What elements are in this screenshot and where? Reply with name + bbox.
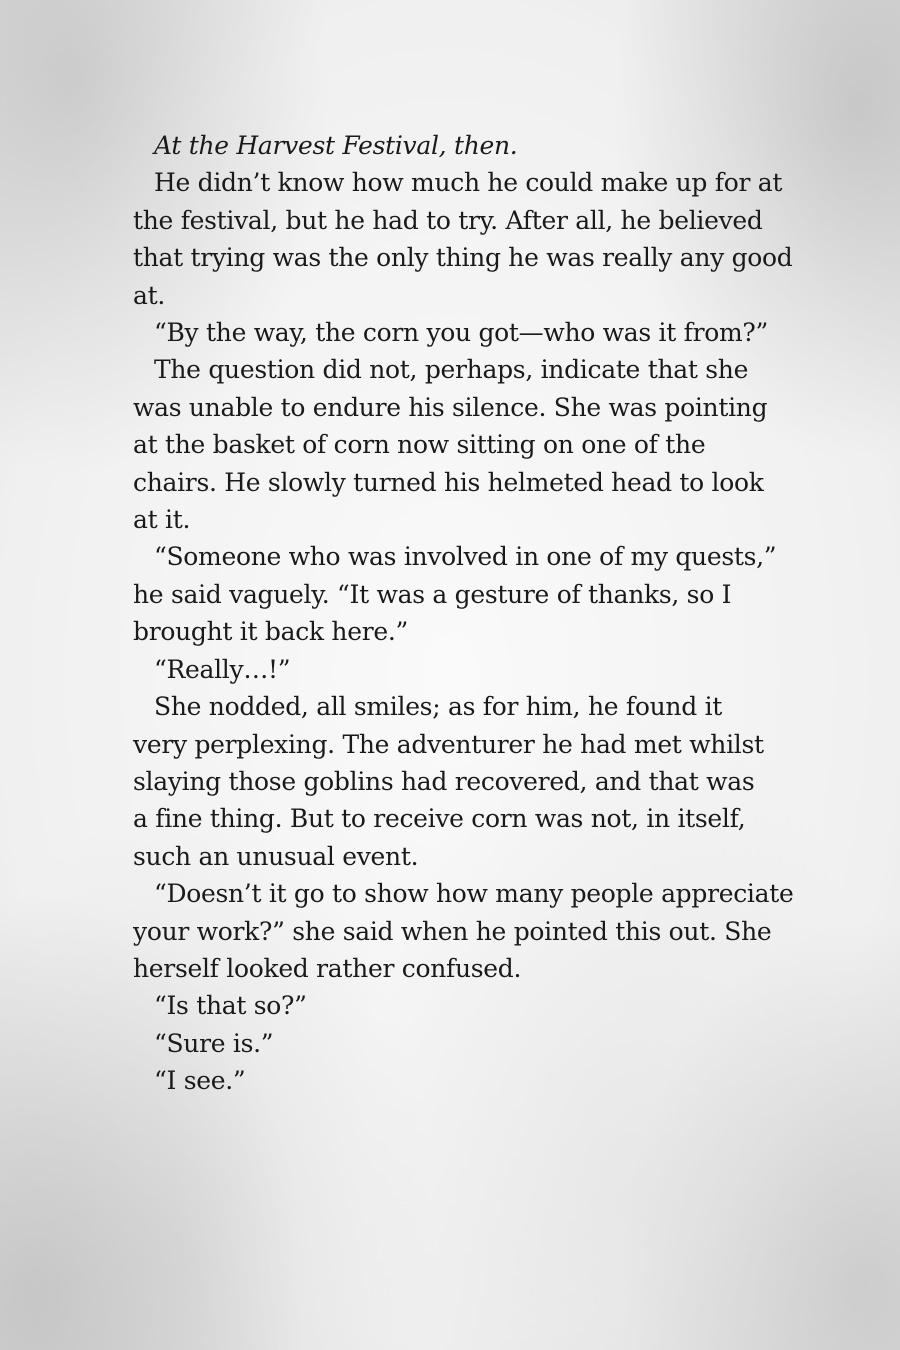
body-text	[133, 127, 823, 1100]
text-line: was unable to endure his silence. She was pointing	[133, 392, 768, 422]
text-line: “Is that so?”	[154, 991, 307, 1021]
text-line: slaying those goblins had recovered, and that was	[133, 766, 755, 796]
text-line: such an unusual event.	[133, 841, 419, 871]
text-line: She nodded, all smiles; as for him, he found it	[154, 692, 723, 722]
paragraph	[133, 314, 823, 351]
text-line: The question did not, perhaps, indicate that she	[154, 355, 749, 385]
paragraph	[133, 538, 823, 650]
text-line: “Sure is.”	[154, 1028, 274, 1058]
text-line: at it.	[133, 505, 191, 535]
text-line: At the Harvest Festival, then.	[154, 131, 518, 160]
paragraph	[133, 875, 823, 987]
text-line: the festival, but he had to try. After all, he believed	[133, 205, 763, 235]
paragraph	[133, 127, 823, 164]
text-line: at the basket of corn now sitting on one of the	[133, 430, 706, 460]
paragraph	[133, 1025, 823, 1062]
text-line: “Someone who was involved in one of my quests,”	[154, 542, 777, 572]
text-line: brought it back here.”	[133, 617, 408, 647]
text-line: he said vaguely. “It was a gesture of thanks, so I	[133, 579, 732, 609]
paragraph	[133, 164, 823, 314]
text-line: “By the way, the corn you got—who was it from?”	[154, 318, 768, 348]
text-line: herself looked rather confused.	[133, 953, 522, 983]
text-line: He didn’t know how much he could make up for at	[154, 168, 783, 198]
paragraph	[133, 688, 823, 875]
text-line: “I see.”	[154, 1066, 246, 1096]
text-line: chairs. He slowly turned his helmeted head to look	[133, 467, 764, 497]
text-line: a fine thing. But to receive corn was not, in itself,	[133, 804, 746, 834]
paragraph	[133, 987, 823, 1024]
text-line: “Doesn’t it go to show how many people appreciate	[154, 879, 794, 909]
text-line: “Really…!”	[154, 654, 291, 684]
text-line: at.	[133, 280, 165, 310]
text-line: your work?” she said when he pointed this out. She	[133, 916, 772, 946]
paragraph	[133, 1062, 823, 1099]
text-line: very perplexing. The adventurer he had met whilst	[133, 729, 764, 759]
paragraph	[133, 351, 823, 538]
paragraph	[133, 651, 823, 688]
text-line: that trying was the only thing he was really any good	[133, 243, 793, 273]
